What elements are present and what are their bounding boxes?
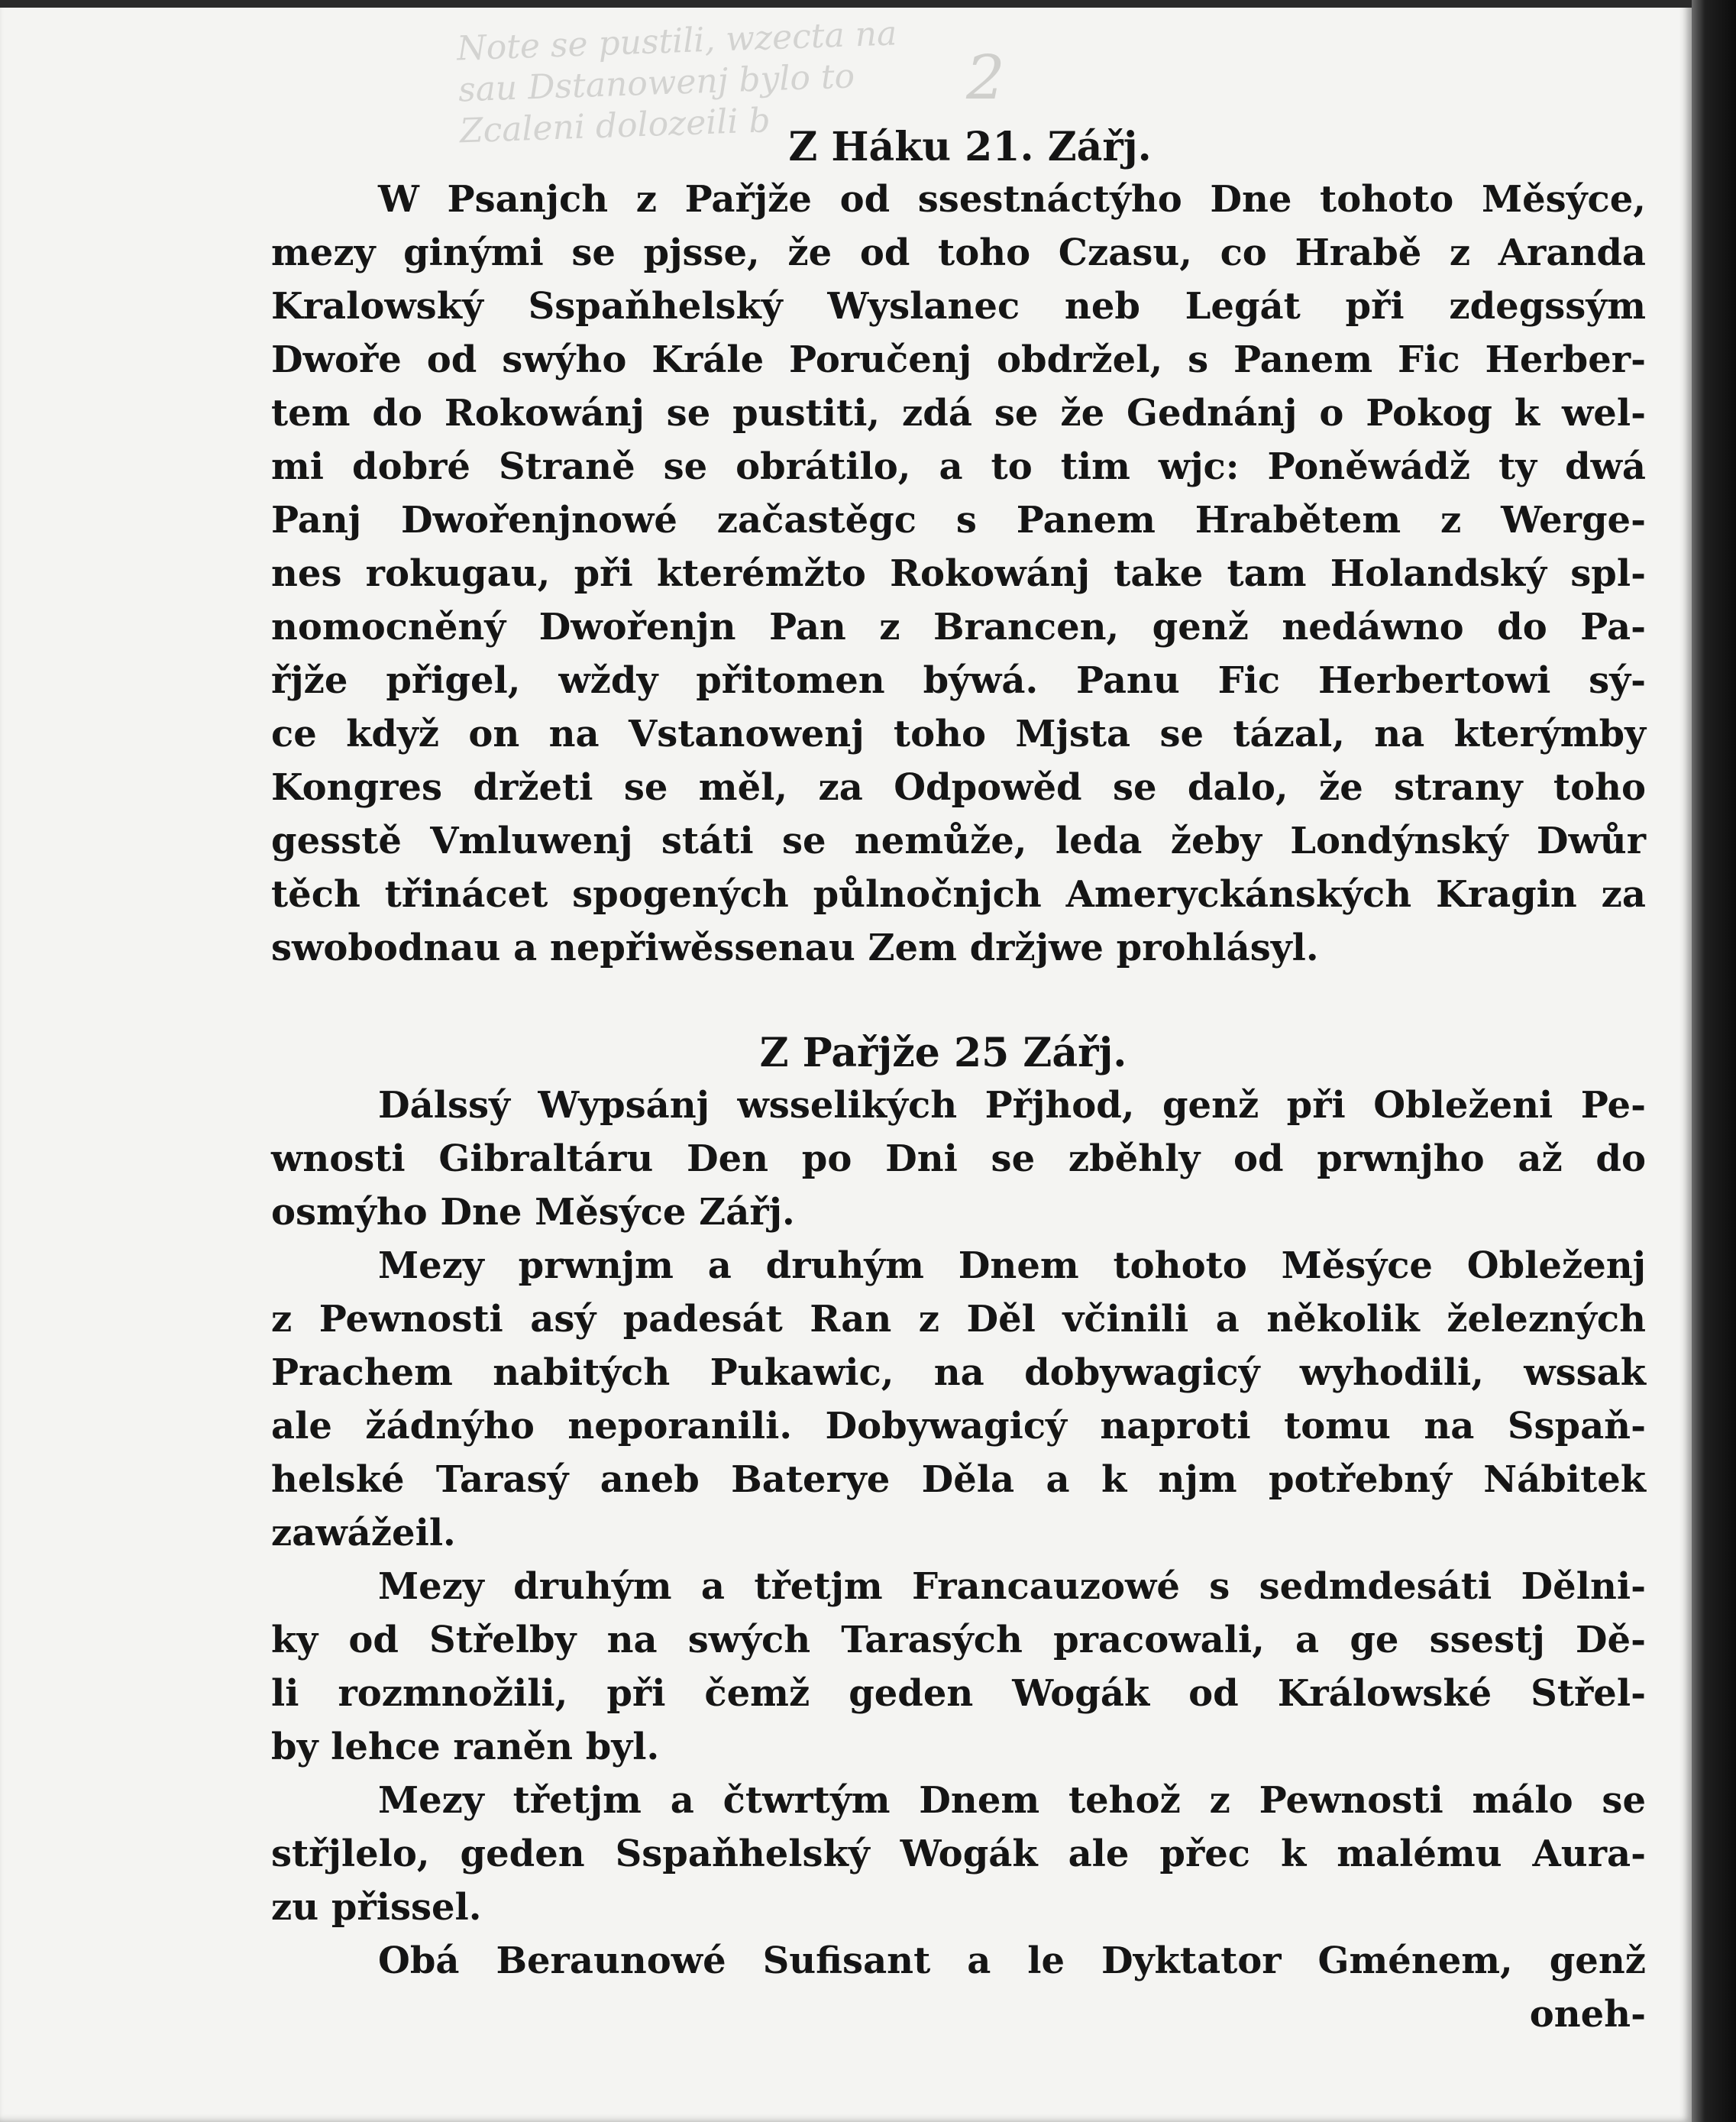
text-line: z Pewnosti asý padesát Ran z Děl včinili a několik železných [271,1298,1646,1341]
paragraph [271,1934,1646,1988]
text-line: mi dobré Straně se obrátilo, a to tim wjc: Poněwádž ty dwá [271,445,1646,488]
text-line: ky od Střelby na swých Tarasých pracowali, a ge ssestj Dě- [271,1619,1646,1661]
text-line: Kralowský Sspaňhelský Wyslanec neb Legát při zdegssým [271,285,1646,328]
section-heading-paris: Z Pařjže 25 Zářj. [759,1030,1127,1076]
page-number-mark: 2 [966,42,1005,113]
article-body [271,122,1646,2041]
scan-right-edge [1692,0,1736,2122]
bleed-line: Note se pustili, wzecta na [456,14,898,69]
text-line: W Psanjch z Pařjže od ssestnáctýho Dne tohoto Měsýce, [378,178,1646,221]
text-line: by lehce raněn byl. [271,1726,660,1768]
text-line: swobodnau a nepřiwěssenau Zem držjwe prohlásyl. [271,927,1319,969]
text-line: Dwoře od swýho Krále Poručenj obdržel, s Panem Fic Herber- [271,338,1646,381]
text-line: těch třinácet spogených půlnočnjch Ameryckánských Kragin za [271,873,1646,916]
section-paris-body [271,1079,1646,1988]
text-line: wnosti Gibraltáru Den po Dni se zběhly od prwnjho až do [271,1137,1646,1180]
section-heading-hague: Z Háku 21. Zářj. [788,124,1152,170]
text-line: Panj Dwořenjnowé začastěgc s Panem Hrabětem z Werge- [271,499,1646,542]
text-line: li rozmnožili, při čemž geden Wogák od Králowské Střel- [271,1672,1646,1715]
text-line: Obá Beraunowé Sufisant a le Dyktator Gménem, genž [378,1939,1646,1982]
text-line: ce když on na Vstanowenj toho Mjsta se tázal, na kterýmby [271,713,1646,755]
paragraph [271,1239,1646,1560]
catchword: oneh- [1529,1993,1646,2036]
text-line: řjže přigel, wždy přitomen býwá. Panu Fic Herbertowi sý- [271,659,1646,702]
text-line: Mezy druhým a třetjm Francauzowé s sedmdesáti Dělni- [378,1565,1646,1608]
text-line: Prachem nabitých Pukawic, na dobywagicý wyhodili, wssak [271,1351,1646,1394]
text-line: Kongres držeti se měl, za Odpowěd se dalo, že strany toho [271,766,1646,809]
paragraph [271,1560,1646,1774]
text-line: Dálssý Wypsánj wsselikých Přjhod, genž při Obleženi Pe- [378,1084,1646,1127]
text-line: osmýho Dne Měsýce Zářj. [271,1191,795,1234]
text-line: nomocněný Dwořenjn Pan z Brancen, genž nedáwno do Pa- [271,606,1646,649]
paragraph [271,1774,1646,1934]
bleed-line: Zcaleni dolozeili b [459,101,771,151]
text-line: Mezy prwnjm a druhým Dnem tohoto Měsýce Obleženj [378,1244,1646,1287]
section-hague-body [271,173,1646,975]
text-line: ale žádnýho neporanili. Dobywagicý naproti tomu na Sspaň- [271,1405,1646,1448]
bleed-line: sau Dstanowenj bylo to [457,57,855,110]
text-line: zu přissel. [271,1886,482,1929]
text-line: gesstě Vmluwenj státi se nemůže, leda žeby Londýnský Dwůr [271,820,1646,862]
text-line: tem do Rokowánj se pustiti, zdá se že Gednánj o Pokog k wel- [271,392,1646,435]
paragraph [271,1079,1646,1239]
text-line: nes rokugau, při kterémžto Rokowánj take tam Holandský spl- [271,552,1646,595]
text-line: Mezy třetjm a čtwrtým Dnem tehož z Pewnosti málo se [378,1779,1646,1822]
text-line: mezy ginými se pjsse, že od toho Czasu, co Hrabě z Aranda [271,231,1646,274]
text-line: helské Tarasý aneb Baterye Děla a k njm potřebný Nábitek [271,1458,1646,1501]
text-line: zawážeil. [271,1512,456,1554]
scan-top-edge [0,0,1736,8]
text-line: střjlelo, geden Sspaňhelský Wogák ale přec k malému Aura- [271,1832,1646,1875]
